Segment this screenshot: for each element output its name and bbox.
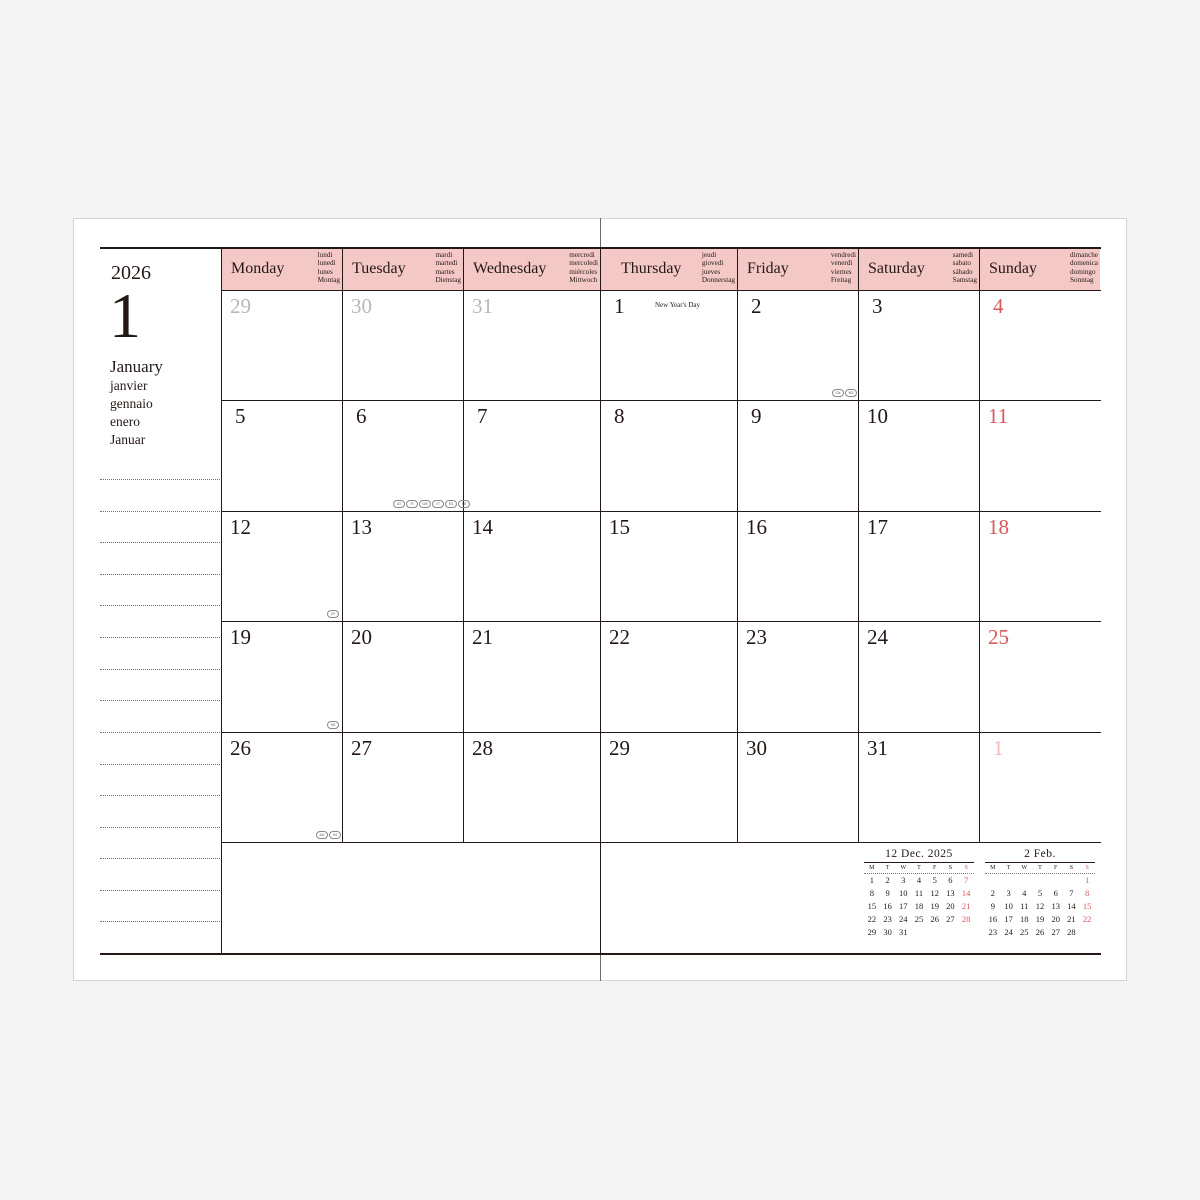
mini-day: 23 — [988, 927, 998, 937]
mini-day: 4 — [1022, 888, 1027, 898]
day-number: 6 — [356, 404, 367, 428]
day-number: 7 — [477, 404, 488, 428]
weekday-alt-names: mardi martedì martes Dienstag — [435, 251, 461, 285]
mini-weekday-header: T — [1038, 865, 1042, 871]
country-badge: GR — [419, 500, 431, 508]
mini-weekday-header: F — [933, 865, 937, 871]
grid-column-rule — [858, 247, 859, 842]
day-number: 1 — [614, 294, 625, 318]
country-holiday-badges — [316, 831, 341, 839]
day-number: 23 — [746, 625, 767, 649]
mini-day: 8 — [869, 888, 874, 898]
weekday-alt-names: lundi lunedì lunes Montag — [317, 251, 340, 285]
day-number: 11 — [988, 404, 1009, 428]
country-badge: CN — [832, 389, 844, 397]
mini-day: 14 — [961, 888, 971, 898]
day-number: 28 — [472, 736, 493, 760]
weekday-name: Sunday — [989, 260, 1037, 277]
grid-column-rule — [737, 247, 738, 842]
weekday-name: Thursday — [621, 260, 682, 277]
weekday-name: Tuesday — [352, 260, 406, 277]
mini-weekday-header: S — [1085, 865, 1089, 871]
grid-column-rule — [600, 247, 601, 955]
day-number: 30 — [746, 736, 767, 760]
sidebar-top-rule — [100, 247, 221, 249]
day-number: 5 — [235, 404, 246, 428]
mini-day: 1 — [1085, 875, 1090, 885]
month-name-italian: gennaio — [110, 396, 153, 411]
mini-day: 20 — [946, 901, 955, 911]
mini-day — [1001, 874, 1017, 887]
sidebar-note-line — [100, 511, 220, 512]
grid-column-rule — [979, 247, 980, 842]
mini-day: 27 — [946, 914, 955, 924]
grid-row-rule — [221, 511, 1101, 512]
mini-day: 18 — [914, 901, 924, 911]
mini-day — [1064, 874, 1080, 887]
day-number: 31 — [867, 736, 888, 760]
country-badge: IN — [329, 831, 341, 839]
mini-day: 7 — [1069, 888, 1074, 898]
mini-day: 18 — [1020, 914, 1029, 924]
mini-day: 6 — [1053, 888, 1058, 898]
sidebar-note-line — [100, 921, 220, 922]
mini-weekday-header: W — [900, 865, 907, 871]
country-badge: NZ — [845, 389, 857, 397]
mini-day — [958, 926, 974, 939]
mini-day: 27 — [1051, 927, 1060, 937]
mini-day: 5 — [932, 875, 937, 885]
day-number: 24 — [867, 625, 888, 649]
mini-weekday-header: T — [885, 865, 890, 871]
mini-day: 26 — [930, 914, 939, 924]
mini-day: 25 — [914, 914, 924, 924]
mini-day — [911, 926, 927, 939]
grid-column-rule — [463, 247, 464, 842]
mini-day — [985, 874, 1001, 887]
grid-row-rule — [221, 732, 1101, 733]
country-holiday-badges — [327, 610, 339, 618]
mini-day: 11 — [914, 888, 924, 898]
sidebar-note-line — [100, 637, 220, 638]
mini-calendar-grid — [864, 863, 974, 939]
mini-day: 10 — [899, 888, 908, 898]
day-number: 20 — [351, 625, 372, 649]
mini-day: 24 — [899, 914, 908, 924]
mini-weekday-header: F — [1054, 865, 1058, 871]
country-badge: SE — [458, 500, 470, 508]
mini-day: 1 — [869, 875, 874, 885]
mini-weekday-header: M — [869, 865, 875, 871]
day-number: 8 — [614, 404, 625, 428]
mini-day — [1016, 874, 1032, 887]
day-number: 17 — [867, 515, 888, 539]
mini-day: 30 — [883, 927, 892, 937]
country-badge: AT — [393, 500, 405, 508]
mini-weekday-header: S — [1069, 865, 1074, 871]
grid-column-rule — [342, 247, 343, 842]
mini-day: 29 — [867, 927, 877, 937]
mini-weekday-header: S — [948, 865, 953, 871]
mini-day: 16 — [883, 901, 892, 911]
weekday-name: Saturday — [868, 260, 925, 277]
weekday-alt-names: samedi sabato sábado Samstag — [952, 251, 977, 285]
mini-day: 9 — [885, 888, 890, 898]
mini-day: 14 — [1067, 901, 1076, 911]
sidebar-note-line — [100, 542, 220, 543]
month-number: 1 — [109, 280, 141, 351]
grid-row-rule — [221, 621, 1101, 622]
day-number: 26 — [230, 736, 251, 760]
mini-weekday-header: T — [917, 865, 921, 871]
day-number: 3 — [872, 294, 883, 318]
grid-row-rule — [221, 400, 1101, 401]
mini-day: 3 — [901, 875, 906, 885]
mini-day: 10 — [1004, 901, 1013, 911]
month-name: January — [110, 357, 163, 376]
holiday-note: New Year's Day — [655, 301, 701, 309]
mini-day: 26 — [1035, 927, 1045, 937]
mini-day: 22 — [1082, 914, 1092, 924]
day-number: 31 — [472, 294, 493, 318]
day-number: 1 — [993, 736, 1004, 760]
day-number: 4 — [993, 294, 1004, 318]
mini-weekday-header: W — [1021, 865, 1028, 871]
mini-day: 21 — [1067, 914, 1076, 924]
mini-weekday-header: T — [1006, 865, 1011, 871]
grid-top-rule — [221, 247, 1101, 249]
weekday-alt-names: mercredi mercoledì miércoles Mittwoch — [569, 251, 598, 285]
grid-row-rule — [221, 842, 1101, 843]
mini-day: 3 — [1006, 888, 1011, 898]
mini-day: 19 — [930, 901, 939, 911]
country-badge: US — [327, 721, 339, 729]
sidebar-note-line — [100, 827, 220, 828]
weekday-name: Monday — [231, 260, 285, 277]
grid-column-rule — [221, 247, 222, 955]
weekday-alt-names: jeudi giovedì jueves Donnerstag — [701, 251, 735, 285]
mini-day: 4 — [916, 875, 922, 885]
sidebar-note-line — [100, 732, 220, 733]
country-badge: AU — [316, 831, 328, 839]
weekday-alt-names: vendredi venerdì viernes Freitag — [830, 251, 856, 285]
country-badge: ES — [445, 500, 457, 508]
sidebar-note-line — [100, 764, 220, 765]
country-badge: FI — [406, 500, 418, 508]
sidebar-note-line — [100, 795, 220, 796]
mini-day: 28 — [1067, 927, 1076, 937]
mini-calendar-previous-month — [864, 848, 974, 939]
month-name-french: janvier — [110, 378, 148, 393]
mini-day: 12 — [1035, 901, 1045, 911]
country-holiday-badges — [327, 721, 339, 729]
mini-day: 9 — [990, 901, 995, 911]
mini-day — [1048, 874, 1064, 887]
day-number: 29 — [230, 294, 251, 318]
mini-day: 31 — [899, 927, 908, 937]
country-badge: IT — [432, 500, 444, 508]
mini-day: 13 — [946, 888, 955, 898]
mini-day: 7 — [964, 875, 969, 885]
mini-calendar-next-month — [985, 848, 1095, 939]
mini-day: 19 — [1035, 914, 1045, 924]
mini-day: 12 — [930, 888, 939, 898]
month-name-spanish: enero — [110, 414, 140, 429]
sidebar-note-line — [100, 605, 220, 606]
mini-calendar-title: 12 Dec. 2025 — [885, 848, 953, 860]
day-number: 25 — [988, 625, 1009, 649]
month-name-german: Januar — [110, 432, 146, 447]
day-number: 2 — [751, 294, 762, 318]
sidebar-note-line — [100, 479, 220, 480]
day-number: 27 — [351, 736, 372, 760]
mini-day: 11 — [1020, 901, 1029, 911]
day-number: 18 — [988, 515, 1009, 539]
mini-day — [1079, 926, 1095, 939]
mini-day: 22 — [867, 914, 877, 924]
mini-day — [943, 926, 959, 939]
sidebar-note-line — [100, 890, 220, 891]
mini-day: 17 — [899, 901, 908, 911]
sidebar-note-line — [100, 574, 220, 575]
mini-weekday-header: S — [964, 865, 968, 871]
day-number: 10 — [867, 404, 888, 428]
grid-row-rule — [221, 290, 1101, 291]
mini-day: 21 — [961, 901, 971, 911]
mini-calendar-title: 2 Feb. — [1024, 848, 1056, 860]
mini-day: 15 — [867, 901, 877, 911]
mini-day: 23 — [883, 914, 892, 924]
country-badge: JP — [327, 610, 339, 618]
day-number: 13 — [351, 515, 372, 539]
weekday-name: Friday — [747, 260, 789, 277]
mini-day: 13 — [1051, 901, 1060, 911]
day-number: 21 — [472, 625, 493, 649]
day-number: 22 — [609, 625, 630, 649]
sidebar-note-line — [100, 700, 220, 701]
mini-day: 8 — [1085, 888, 1090, 898]
mini-day: 24 — [1004, 927, 1013, 937]
day-number: 19 — [230, 625, 251, 649]
mini-day — [927, 926, 943, 939]
day-number: 30 — [351, 294, 372, 318]
day-number: 14 — [472, 515, 493, 539]
day-number: 29 — [609, 736, 630, 760]
country-holiday-badges — [832, 389, 857, 397]
mini-calendar-grid — [985, 863, 1095, 939]
mini-day: 2 — [990, 888, 995, 898]
mini-day: 2 — [885, 875, 890, 885]
mini-day: 25 — [1020, 927, 1029, 937]
mini-day: 15 — [1082, 901, 1092, 911]
mini-day: 5 — [1037, 888, 1043, 898]
day-number: 12 — [230, 515, 251, 539]
weekday-name: Wednesday — [473, 260, 547, 277]
day-number: 16 — [746, 515, 767, 539]
mini-day: 6 — [948, 875, 953, 885]
sidebar-note-line — [100, 858, 220, 859]
mini-day: 17 — [1004, 914, 1013, 924]
country-holiday-badges — [393, 500, 470, 508]
day-number: 15 — [609, 515, 630, 539]
day-number: 9 — [751, 404, 762, 428]
mini-day — [1032, 874, 1048, 887]
mini-day: 20 — [1051, 914, 1060, 924]
year-label: 2026 — [111, 262, 151, 284]
mini-day: 28 — [961, 914, 971, 924]
mini-day: 16 — [988, 914, 998, 924]
sidebar-note-line — [100, 669, 220, 670]
mini-weekday-header: M — [990, 865, 996, 871]
weekday-alt-names: dimanche domenica domingo Sonntag — [1070, 251, 1098, 285]
